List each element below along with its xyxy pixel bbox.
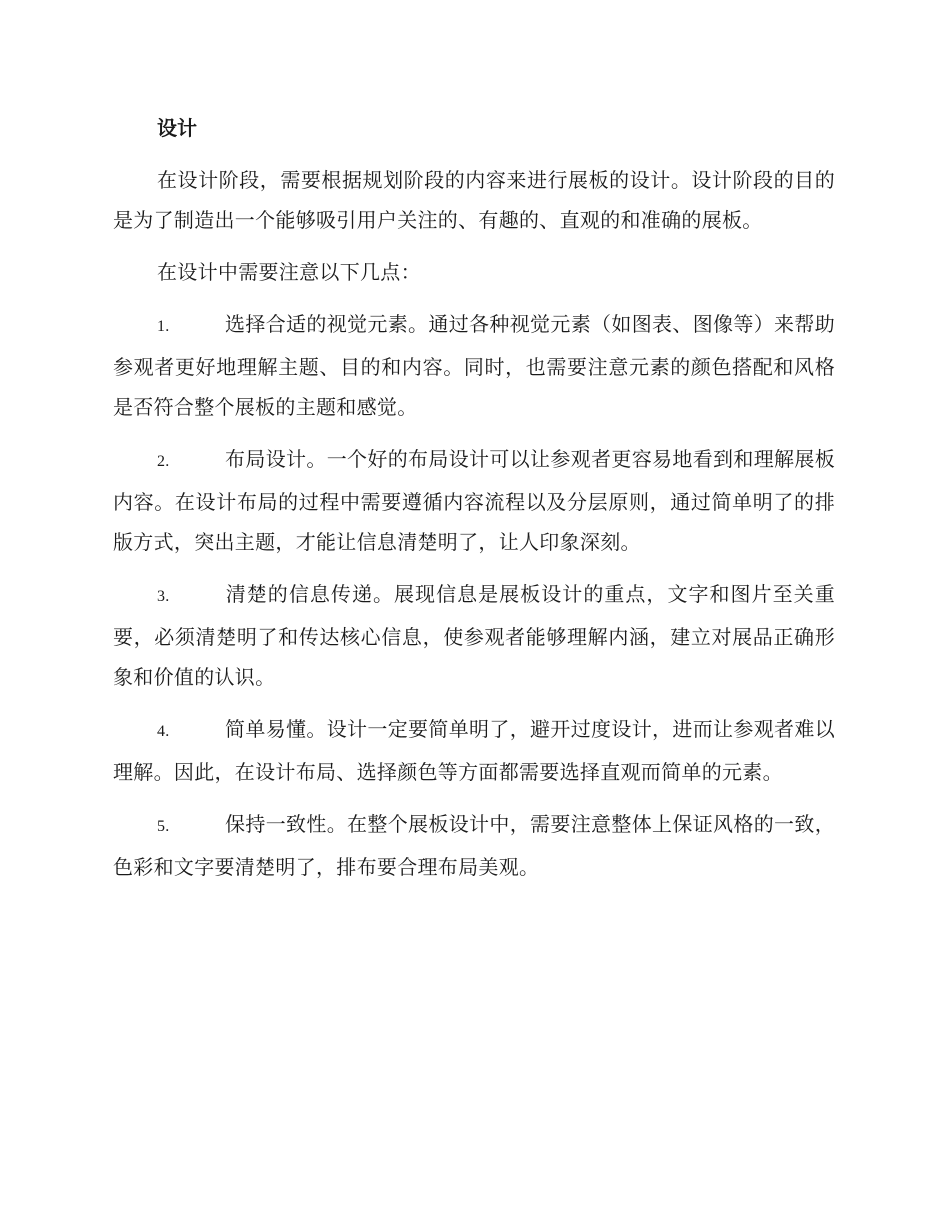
intro-paragraph: 在设计阶段，需要根据规划阶段的内容来进行展板的设计。设计阶段的目的是为了制造出一个能够吸引用户关注的、有趣的、直观的和准确的展板。	[113, 168, 835, 232]
list-item-text: 清楚的信息传递。展现信息是展板设计的重点，文字和图片至关重要，必须清楚明了和传达核心信息，使参观者能够理解内涵，建立对展品正确形象和价值的认识。	[113, 582, 835, 689]
list-item-number: 5.	[157, 818, 170, 835]
list-item	[113, 709, 835, 792]
lead-paragraph: 在设计中需要注意以下几点：	[157, 260, 421, 284]
list-item	[113, 574, 835, 697]
list-item-text: 选择合适的视觉元素。通过各种视觉元素（如图表、图像等）来帮助参观者更好地理解主题、目的和内容。同时，也需要注意元素的颜色搭配和风格是否符合整个展板的主题和感觉。	[113, 312, 835, 419]
list-item	[113, 304, 835, 427]
list-item-text: 布局设计。一个好的布局设计可以让参观者更容易地看到和理解展板内容。在设计布局的过程中需要遵循内容流程以及分层原则，通过简单明了的排版方式，突出主题，才能让信息清楚明了，让人印象深刻。	[113, 447, 835, 554]
list-item-number: 1.	[157, 318, 170, 335]
list-item-number: 2.	[157, 453, 170, 470]
section-heading: 设计	[157, 116, 197, 140]
list-item	[113, 804, 835, 887]
list-item-text: 简单易懂。设计一定要简单明了，避开过度设计，进而让参观者难以理解。因此，在设计布局、选择颜色等方面都需要选择直观而简单的元素。	[113, 717, 835, 784]
list-item-number: 3.	[157, 588, 170, 605]
list-item-text: 保持一致性。在整个展板设计中，需要注意整体上保证风格的一致，色彩和文字要清楚明了，排布要合理布局美观。	[113, 812, 835, 879]
list-item-number: 4.	[157, 723, 170, 740]
list-item	[113, 439, 835, 562]
document-page	[113, 108, 835, 899]
